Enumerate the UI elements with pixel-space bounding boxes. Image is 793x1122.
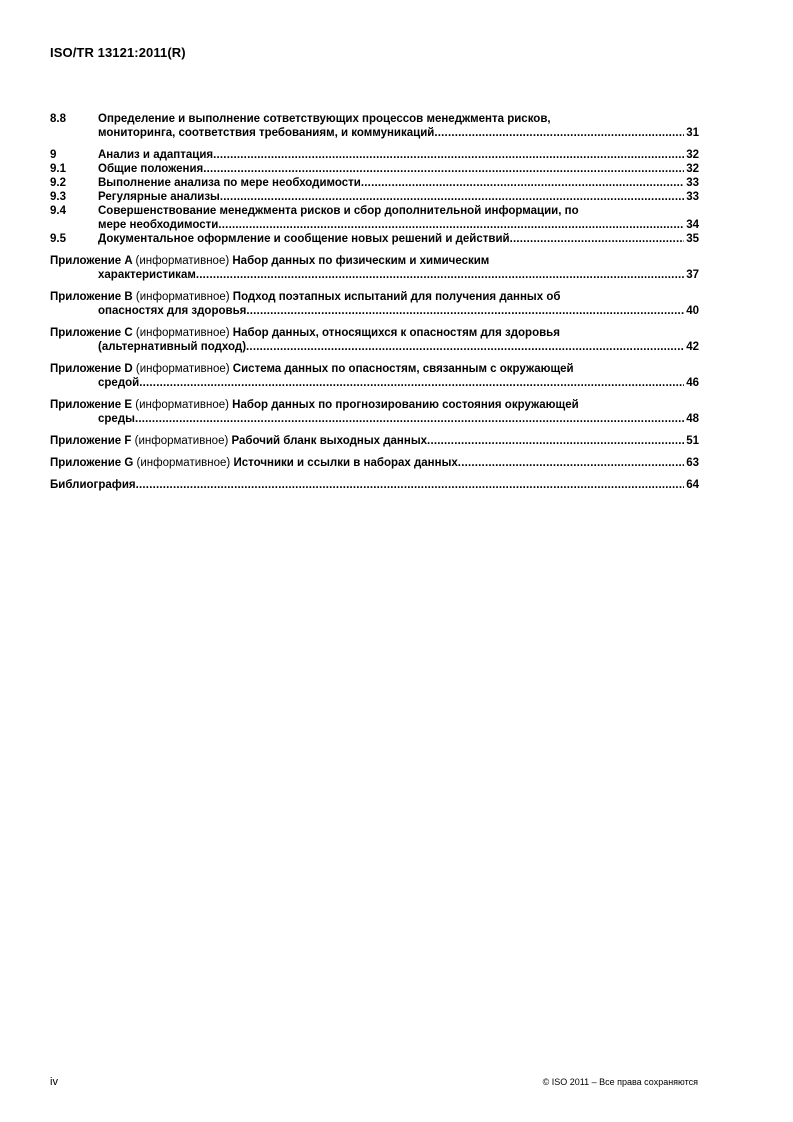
toc-title-line2: мониторинга, соответствия требованиям, и коммуникаций: [98, 127, 435, 139]
toc-page-number: 32: [686, 163, 699, 175]
footer-copyright: © ISO 2011 – Все права сохраняются: [542, 1077, 698, 1087]
annex-type: (информативное): [135, 363, 230, 375]
toc-page-number: 63: [686, 457, 699, 469]
annex-title-line2: средой: [98, 377, 140, 389]
toc-leader-dots: [246, 304, 684, 318]
toc-title-line1: Совершенствование менеджмента рисков и сбор дополнительной информации, по: [98, 205, 579, 217]
toc-number: 9: [50, 149, 57, 161]
toc-title: Общие положения: [98, 163, 204, 175]
annex-label: Приложение B: [50, 291, 133, 303]
annex-title-line2: опасностях для здоровья: [98, 305, 247, 317]
toc-entry-9-3[interactable]: [50, 190, 699, 204]
toc-title: Документальное оформление и сообщение новых решений и действий: [98, 233, 510, 245]
toc-page-number: 48: [686, 413, 699, 425]
toc-entry-annex-d[interactable]: [50, 362, 699, 390]
toc-leader-dots: [135, 412, 684, 426]
bibliography-title: Библиография: [50, 479, 136, 491]
toc-page-number: 40: [686, 305, 699, 317]
toc-title-line2: мере необходимости: [98, 219, 219, 231]
annex-title-line2: характеристикам: [98, 269, 196, 281]
annex-label: Приложение C: [50, 327, 133, 339]
toc-number: 9.1: [50, 163, 66, 175]
document-id-header: ISO/TR 13121:2011(R): [50, 45, 186, 60]
toc-number: 9.3: [50, 191, 66, 203]
toc-number: 9.4: [50, 205, 66, 217]
toc-entry-annex-a[interactable]: [50, 254, 699, 282]
toc-page-number: 51: [686, 435, 699, 447]
toc-title: Выполнение анализа по мере необходимости: [98, 177, 361, 189]
annex-type: (информативное): [136, 457, 231, 469]
toc-page-number: 37: [686, 269, 699, 281]
toc-leader-dots: [213, 148, 684, 162]
toc-leader-dots: [136, 478, 685, 492]
footer-page-number: iv: [50, 1076, 58, 1088]
toc-title: Анализ и адаптация: [98, 149, 214, 161]
toc-entry-9-4[interactable]: [50, 204, 699, 232]
toc-entry-annex-f[interactable]: [50, 434, 699, 448]
toc-entry-bibliography[interactable]: [50, 478, 699, 492]
annex-label: Приложение G: [50, 457, 134, 469]
annex-label: Приложение F: [50, 435, 132, 447]
annex-title-line1: Система данных по опасностям, связанным с окружающей: [232, 363, 574, 375]
toc-page-number: 35: [686, 233, 699, 245]
toc-entry-9[interactable]: [50, 148, 699, 162]
toc-leader-dots: [458, 456, 684, 470]
toc-page-number: 42: [686, 341, 699, 353]
annex-type: (информативное): [135, 291, 230, 303]
toc-page-number: 33: [686, 191, 699, 203]
toc-entry-8-8[interactable]: [50, 112, 699, 140]
annex-type: (информативное): [135, 399, 229, 411]
toc-leader-dots: [246, 340, 684, 354]
annex-title-line1: Набор данных по прогнозированию состояния окружающей: [232, 399, 579, 411]
toc-page-number: 32: [686, 149, 699, 161]
toc-leader-dots: [220, 190, 684, 204]
toc-entry-annex-e[interactable]: [50, 398, 699, 426]
toc-number: 9.5: [50, 233, 66, 245]
annex-title-line2: (альтернативный подход): [98, 341, 247, 353]
toc-entry-9-2[interactable]: [50, 176, 699, 190]
annex-label: Приложение D: [50, 363, 133, 375]
annex-label: Приложение E: [50, 399, 133, 411]
toc-number: 9.2: [50, 177, 66, 189]
toc-title-line1: Определение и выполнение сответствующих процессов менеджмента рисков,: [98, 113, 551, 125]
toc-page-number: 64: [686, 479, 699, 491]
toc-entry-9-1[interactable]: [50, 162, 699, 176]
toc-leader-dots: [427, 434, 684, 448]
toc-page-number: 46: [686, 377, 699, 389]
toc-leader-dots: [203, 162, 684, 176]
toc-entry-annex-c[interactable]: [50, 326, 699, 354]
toc-leader-dots: [218, 218, 684, 232]
annex-type: (информативное): [135, 255, 230, 267]
toc-leader-dots: [361, 176, 684, 190]
annex-type: (информативное): [135, 327, 230, 339]
toc-leader-dots: [139, 376, 684, 390]
toc-leader-dots: [510, 232, 685, 246]
annex-title-line1: Набор данных по физическим и химическим: [232, 255, 490, 267]
annex-label: Приложение A: [50, 255, 133, 267]
toc-number: 8.8: [50, 113, 66, 125]
toc-title: Регулярные анализы: [98, 191, 220, 203]
toc-entry-annex-g[interactable]: [50, 456, 699, 470]
annex-title: Источники и ссылки в наборах данных: [233, 457, 458, 469]
toc-page-number: 33: [686, 177, 699, 189]
table-of-contents: [50, 112, 699, 492]
annex-type: (информативное): [134, 435, 229, 447]
annex-title: Рабочий бланк выходных данных: [231, 435, 428, 447]
toc-entry-annex-b[interactable]: [50, 290, 699, 318]
toc-page-number: 31: [686, 127, 699, 139]
annex-title-line2: среды: [98, 413, 135, 425]
toc-leader-dots: [196, 268, 684, 282]
toc-entry-9-5[interactable]: [50, 232, 699, 246]
toc-page-number: 34: [686, 219, 699, 231]
toc-leader-dots: [434, 126, 684, 140]
annex-title-line1: Подход поэтапных испытаний для получения данных об: [232, 291, 561, 303]
annex-title-line1: Набор данных, относящихся к опасностям для здоровья: [232, 327, 560, 339]
